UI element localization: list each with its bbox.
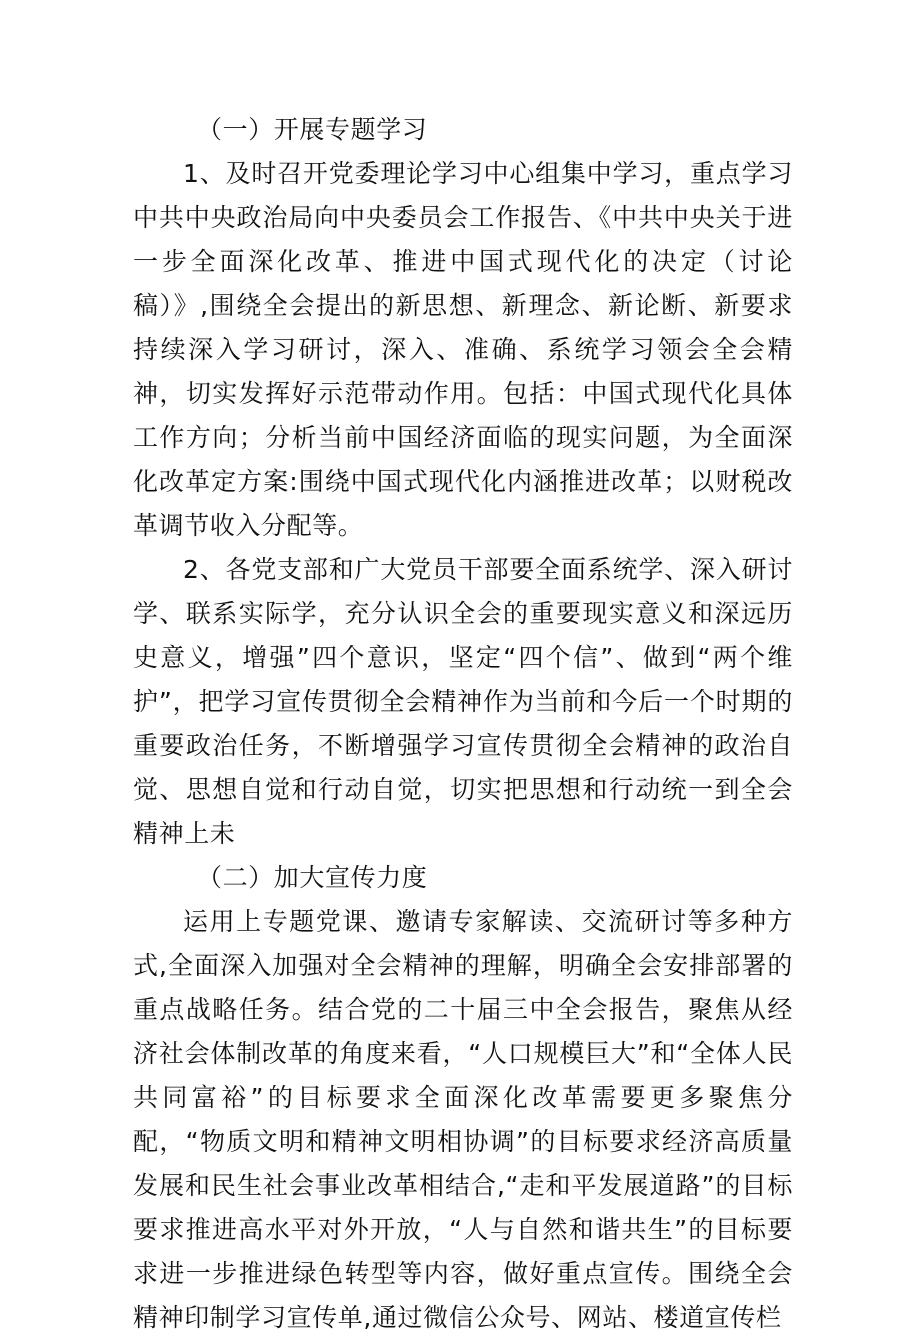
paragraph-3: 运用上专题党课、邀请专家解读、交流研讨等多种方式,全面深入加强对全会精神的理解，明确全会安排部署的重点战略任务。结合党的二十届三中全会报告，聚焦从经济社会体制改革的角度来看，“人口规模巨大”和“全体人民共同富裕”的目标要求全面深化改革需要更多聚焦分配，“物质文明和精神文明相协调”的目标要求经济高质量发展和民生社会事业改革相结合,“走和平发展道路”的目标要求推进高水平对外开放，“人与自然和谐共生”的目标要求进一步推进绿色转型等内容，做好重点宣传。围绕全会精神印制学习宣传单,通过微信公众号、网站、楼道宣传栏: [133, 907, 793, 1332]
paragraph-2: 2、各党支部和广大党员干部要全面系统学、深入研讨学、联系实际学，充分认识全会的重要现实意义和深远历史意义，增强”四个意识，坚定“四个信”、做到“两个维护”，把学习宣传贯彻全会精神作为当前和今后一个时期的重要政治任务，不断增强学习宣传贯彻全会精神的政治自觉、思想自觉和行动自觉，切实把思想和行动统一到全会精神上未: [133, 555, 793, 848]
document-body: [133, 108, 793, 1340]
paragraph-1: 1、及时召开党委理论学习中心组集中学习，重点学习中共中央政治局向中央委员会工作报告、《中共中央关于进一步全面深化改革、推进中国式现代化的决定（讨论稿）》,围绕全会提出的新思想、新理念、新论断、新要求持续深入学习研讨，深入、准确、系统学习领会全会精神，切实发挥好示范带动作用。包括：中国式现代化具体工作方向；分析当前中国经济面临的现实问题，为全面深化改革定方案:围绕中国式现代化内涵推进改革；以财税改革调节收入分配等。: [133, 159, 793, 540]
section-heading-2: （二）加大宣传力度: [197, 863, 428, 892]
section-heading-1: （一）开展专题学习: [197, 115, 428, 144]
